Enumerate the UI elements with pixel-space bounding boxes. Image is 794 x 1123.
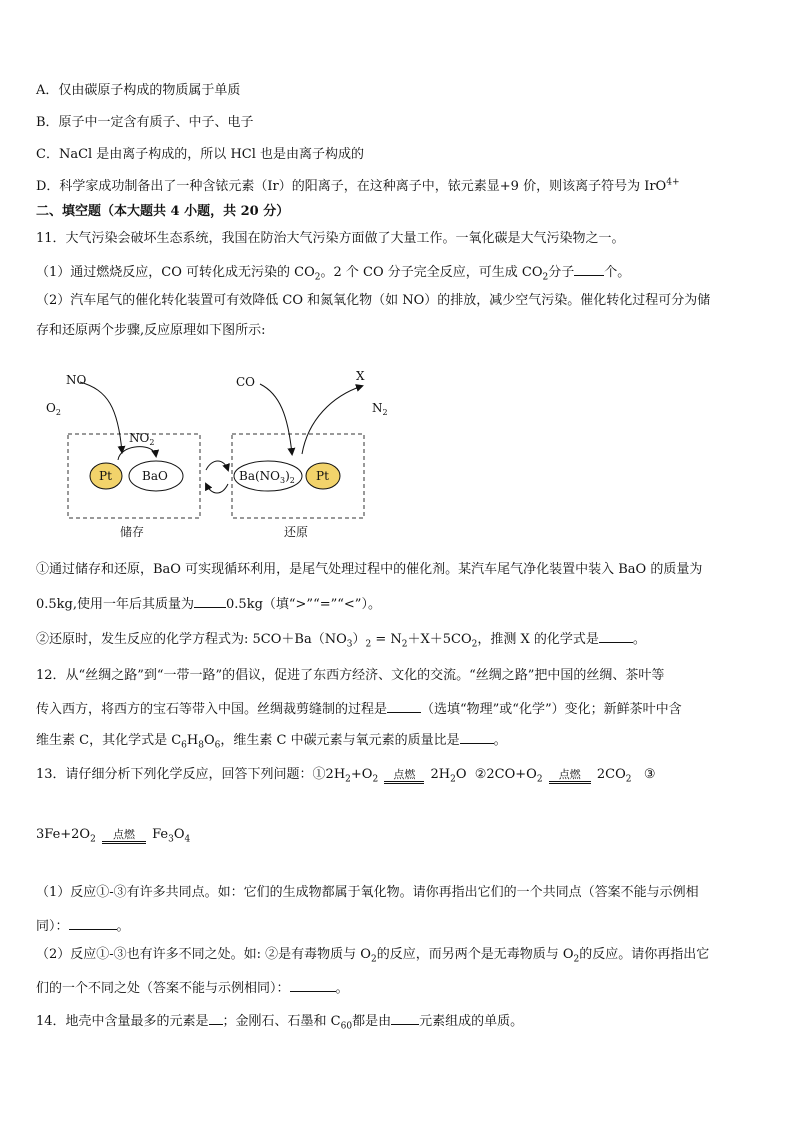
q13-intro: 13．请仔细分析下列化学反应，回答下列问题：① xyxy=(36,767,326,782)
condition-label: 点燃 xyxy=(393,768,416,781)
ba-no3-label: $Ba(NO_3)_2$ xyxy=(239,469,295,485)
reaction-condition xyxy=(102,829,146,844)
q11-p1-a: （1）通过燃烧反应，CO 可转化成无污染的 CO xyxy=(36,265,315,280)
r1-left: 2H xyxy=(325,767,346,782)
q14-b: ；金刚石、石墨和 C xyxy=(222,1014,341,1029)
q12-line1: 12．从“丝绸之路”到“一带一路”的倡议，促进了东西方经济、文化的交流。“丝绸之路”把中国的丝绸、茶叶等 xyxy=(36,668,665,683)
r3-num: ③ xyxy=(643,767,656,782)
reaction-condition xyxy=(549,769,591,784)
q11-c1-b: 0.5kg（填“>”“=”“<”）。 xyxy=(226,597,381,612)
sub-2: 2 xyxy=(314,272,321,283)
q11-c2-b: ） xyxy=(352,632,366,647)
option-b: B．原子中一定含有质子、中子、电子 xyxy=(36,115,254,130)
q13-s2-a: （2）反应①-③也有许多不同之处。如: ②是有毒物质与 O xyxy=(36,947,371,962)
r1-right: 2H xyxy=(430,767,451,782)
q13-s2-c: 的反应。请你再指出它 xyxy=(579,947,710,962)
answer-blank[interactable] xyxy=(574,261,604,276)
sub-2: 2 xyxy=(401,639,408,650)
label-no2: $NO_2$ xyxy=(129,431,155,447)
sub-2: 2 xyxy=(90,834,96,845)
label-co: CO xyxy=(236,375,256,389)
q12-l3-a: 维生素 C，其化学式是 C xyxy=(36,733,182,748)
sub-3: 3 xyxy=(346,639,353,650)
q12-l3-d: ，维生素 C 中碳元素与氧元素的质量比是 xyxy=(220,733,460,748)
q13-s2-b: 的反应，而另两个是无毒物质与 O xyxy=(376,947,574,962)
q11-p1-d: 个。 xyxy=(604,265,631,280)
arrow-no2-loop xyxy=(118,447,156,460)
sub-2: 2 xyxy=(450,774,456,785)
sub-6: 6 xyxy=(181,740,187,751)
q12-l3-c: O xyxy=(203,733,215,748)
sub-2: 2 xyxy=(471,639,478,650)
catalytic-converter-diagram xyxy=(36,360,416,550)
label-no: NO xyxy=(66,373,87,387)
sub-3: 3 xyxy=(168,834,174,845)
q14 xyxy=(36,1010,523,1031)
option-d-charge: 4+ xyxy=(666,177,680,188)
q11-p1-b: 。2 个 CO 分子完全反应，可生成 CO xyxy=(320,265,543,280)
r1-plus: +O xyxy=(350,767,373,782)
q13-reactions xyxy=(36,766,656,784)
q14-c: 都是由 xyxy=(352,1014,392,1029)
q13-s1-b: 。 xyxy=(116,919,130,934)
q11-c1-line2 xyxy=(36,593,381,614)
bao-label: BaO xyxy=(142,469,168,483)
sub-4: 4 xyxy=(184,834,191,845)
caption-store: 储存 xyxy=(120,525,145,539)
q11-c2-e: ，推测 X 的化学式是 xyxy=(477,632,599,647)
answer-blank[interactable] xyxy=(387,698,421,713)
q11-c2-c: = N xyxy=(371,632,402,647)
label-n2: $N_2$ xyxy=(372,401,388,417)
q13-reaction3 xyxy=(36,826,190,844)
sub-60: 60 xyxy=(340,1021,353,1032)
q12-l3-b: H xyxy=(186,733,199,748)
label-o2: $O_2$ xyxy=(46,401,61,417)
q11-c1-line1: ①通过储存和还原，BaO 可实现循环利用，是尾气处理过程中的催化剂。某汽车尾气净化装置中装入 BaO 的质量为 xyxy=(36,562,703,577)
caption-reduce: 还原 xyxy=(284,525,309,539)
arrow-products-out xyxy=(302,386,362,454)
q11-stem: 11．大气污染会破坏生态系统，我国在防治大气污染方面做了大量工作。一氧化碳是大气污染物之一。 xyxy=(36,231,625,246)
answer-blank[interactable] xyxy=(290,977,336,992)
arrow-co-in xyxy=(260,384,292,454)
option-d xyxy=(36,178,680,196)
q11-part2-line1: （2）汽车尾气的催化转化装置可有效降低 CO 和氮氧化物（如 NO）的排放，减少空气污染。催化转化过程可分为储 xyxy=(36,293,711,308)
q13-s1-line1: （1）反应①-③有许多共同点。如：它们的生成物都属于氧化物。请你再指出它们的一个共同点（答案不能与示例相 xyxy=(36,885,699,900)
q11-part2-line2: 存和还原两个步骤,反应原理如下图所示: xyxy=(36,323,266,338)
condition-label: 点燃 xyxy=(558,768,581,781)
r2-num: ② xyxy=(474,767,487,782)
r3-right-o: O xyxy=(173,827,185,842)
q13-s2-line1 xyxy=(36,946,709,964)
r3-left: 3Fe+2O xyxy=(36,827,91,842)
answer-blank[interactable] xyxy=(194,593,226,608)
sub-6: 6 xyxy=(214,740,221,751)
q14-a: 14．地壳中含量最多的元素是 xyxy=(36,1014,209,1029)
answer-blank[interactable] xyxy=(460,729,494,744)
sub-2: 2 xyxy=(365,639,372,650)
reaction-condition xyxy=(384,769,424,784)
pt-label-left: Pt xyxy=(99,469,112,483)
label-x: X xyxy=(356,369,365,383)
q11-c1-a: 0.5kg,使用一年后其质量为 xyxy=(36,597,195,612)
sub-2: 2 xyxy=(573,954,580,965)
sub-2: 2 xyxy=(345,774,351,785)
option-c: C．NaCl 是由离子构成的，所以 HCl 也是由离子构成的 xyxy=(36,147,365,162)
q11-part1 xyxy=(36,261,630,282)
q13-s1-line2 xyxy=(36,915,130,936)
sub-2: 2 xyxy=(370,954,377,965)
q11-p1-c: 分子 xyxy=(548,265,575,280)
q12-l3-e: 。 xyxy=(493,733,507,748)
q11-c2-d: ＋X＋5CO xyxy=(407,632,472,647)
answer-blank[interactable] xyxy=(391,1010,419,1025)
r1-right-end: O xyxy=(455,767,467,782)
q11-c2-f: 。 xyxy=(632,632,646,647)
q13-s2-e: 。 xyxy=(335,981,349,996)
cycle-arrow-left xyxy=(206,484,228,493)
q12-line2 xyxy=(36,698,682,719)
answer-blank[interactable] xyxy=(599,628,633,643)
r2-right: 2CO xyxy=(596,767,626,782)
q13-s2-d: 们的一个不同之处（答案不能与示例相同）： xyxy=(36,981,290,996)
answer-blank[interactable] xyxy=(209,1010,223,1025)
sub-2: 2 xyxy=(536,774,543,785)
cycle-arrow-right xyxy=(206,461,228,470)
sub-2: 2 xyxy=(372,774,379,785)
arrow-no-in xyxy=(80,382,122,452)
q12-line3 xyxy=(36,729,507,750)
q13-s1-a: 同）： xyxy=(36,919,69,934)
q11-c2-a: ②还原时，发生反应的化学方程式为: 5CO＋Ba（NO xyxy=(36,632,347,647)
q12-l2-b: （选填“物理”或“化学”）变化；新鲜茶叶中含 xyxy=(421,702,682,717)
condition-label: 点燃 xyxy=(112,828,135,841)
pt-label-right: Pt xyxy=(316,469,329,483)
option-a: A．仅由碳原子构成的物质属于单质 xyxy=(36,83,241,98)
sub-2: 2 xyxy=(542,272,549,283)
answer-blank[interactable] xyxy=(69,915,117,930)
sub-8: 8 xyxy=(198,740,204,751)
q13-s2-line2 xyxy=(36,977,349,998)
q14-d: 元素组成的单质。 xyxy=(419,1014,524,1029)
r3-right: Fe xyxy=(152,827,169,842)
section-title: 二、填空题（本大题共 4 小题，共 20 分） xyxy=(36,204,290,219)
q12-l2-a: 传入西方，将西方的宝石等带入中国。丝绸裁剪缝制的过程是 xyxy=(36,702,388,717)
option-d-text: D．科学家成功制备出了一种含铱元素（Ir）的阳离子，在这种离子中，铱元素显+9 价，则该离子符号为 IrO xyxy=(36,179,667,194)
r2-left: 2CO+O xyxy=(486,767,537,782)
q11-c2 xyxy=(36,628,646,649)
sub-2: 2 xyxy=(625,774,632,785)
